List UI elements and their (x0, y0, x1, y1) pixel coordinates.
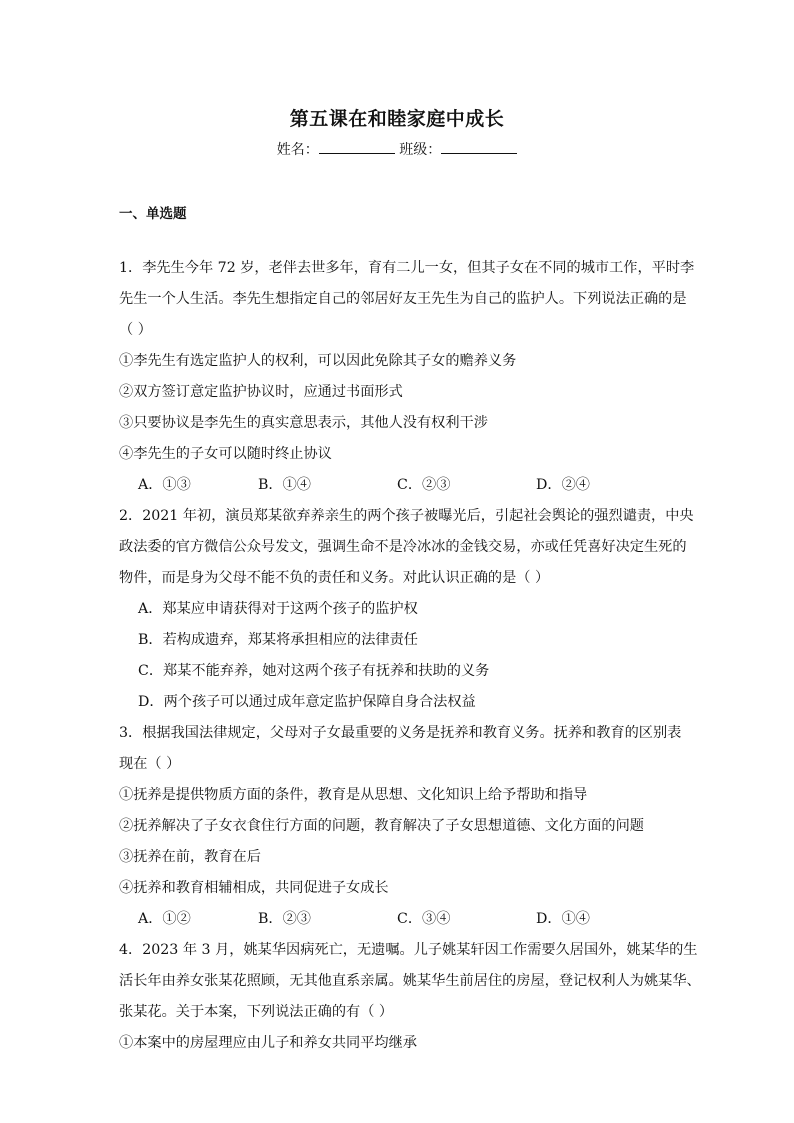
q2-option-a[interactable]: A．郑某应申请获得对于这两个孩子的监护权 (138, 601, 418, 617)
name-label: 姓名： (276, 142, 319, 158)
q2-stem-line-2: 政法委的官方微信公众号发文，强调生命不是冷冰冰的金钱交易，亦或任凭喜好决定生死的 (119, 539, 687, 555)
q3-option-c[interactable]: C．③④ (397, 911, 451, 927)
q2-option-b[interactable]: B．若构成遗弃，郑某将承担相应的法律责任 (138, 632, 418, 648)
q2-stem-line-1: 2．2021 年初，演员郑某欲弃养亲生的两个孩子被曝光后，引起社会舆论的强烈谴责，中央 (119, 508, 694, 524)
name-class-row (0, 139, 794, 159)
q1-option-d[interactable]: D．②④ (536, 477, 590, 493)
q1-item-3: ③只要协议是李先生的真实意思表示，其他人没有权利干涉 (119, 415, 488, 431)
q3-option-a[interactable]: A．①② (138, 911, 191, 927)
q2-option-d[interactable]: D．两个孩子可以通过成年意定监护保障自身合法权益 (138, 694, 476, 710)
q4-stem-line-3: 张某花。关于本案，下列说法正确的有（ ） (119, 1004, 394, 1020)
q3-item-1: ①抚养是提供物质方面的条件，教育是从思想、文化知识上给予帮助和指导 (119, 787, 588, 803)
q4-stem-line-2: 活长年由养女张某花照顾，无其他直系亲属。姚某华生前居住的房屋，登记权利人为姚某华、 (119, 973, 701, 989)
q1-option-c[interactable]: C．②③ (397, 477, 451, 493)
q1-option-b[interactable]: B．①④ (258, 477, 311, 493)
class-blank[interactable] (441, 141, 517, 154)
q3-item-3: ③抚养在前，教育在后 (119, 849, 261, 865)
page-title: 第五课在和睦家庭中成长 (289, 108, 505, 130)
q3-option-b[interactable]: B．②③ (258, 911, 311, 927)
q1-stem-line-2: 先生一个人生活。李先生想指定自己的邻居好友王先生为自己的监护人。下列说法正确的是 (119, 291, 687, 307)
q3-option-d[interactable]: D．①④ (536, 911, 590, 927)
q1-item-2: ②双方签订意定监护协议时，应通过书面形式 (119, 384, 403, 400)
q2-option-c[interactable]: C．郑某不能弃养，她对这两个孩子有抚养和扶助的义务 (138, 663, 490, 679)
q3-stem-line-1: 3．根据我国法律规定，父母对子女最重要的义务是抚养和教育义务。抚养和教育的区别表 (119, 725, 682, 741)
q1-item-1: ①李先生有选定监护人的权利，可以因此免除其子女的赡养义务 (119, 353, 517, 369)
q4-stem-line-1: 4．2023 年 3 月，姚某华因病死亡，无遗嘱。儿子姚某轩因工作需要久居国外，姚某华的生 (119, 942, 698, 958)
q1-item-4: ④李先生的子女可以随时终止协议 (119, 446, 332, 462)
name-blank[interactable] (319, 141, 395, 154)
q1-option-a[interactable]: A．①③ (138, 477, 191, 493)
q3-item-2: ②抚养解决了子女衣食住行方面的问题，教育解决了子女思想道德、文化方面的问题 (119, 818, 644, 834)
q1-stem-line-1: 1．李先生今年 72 岁，老伴去世多年，育有二儿一女，但其子女在不同的城市工作，平时李 (119, 260, 695, 276)
class-label: 班级： (399, 142, 442, 158)
q2-stem-line-3: 物件，而是身为父母不能不负的责任和义务。对此认识正确的是（ ） (119, 570, 550, 586)
q3-item-4: ④抚养和教育相辅相成，共同促进子女成长 (119, 880, 389, 896)
q3-stem-line-2: 现在（ ） (119, 756, 181, 772)
section-heading: 一、单选题 (119, 206, 187, 222)
q1-stem-line-3: （ ） (119, 322, 152, 338)
q4-item-1: ①本案中的房屋理应由儿子和养女共同平均继承 (119, 1035, 417, 1051)
